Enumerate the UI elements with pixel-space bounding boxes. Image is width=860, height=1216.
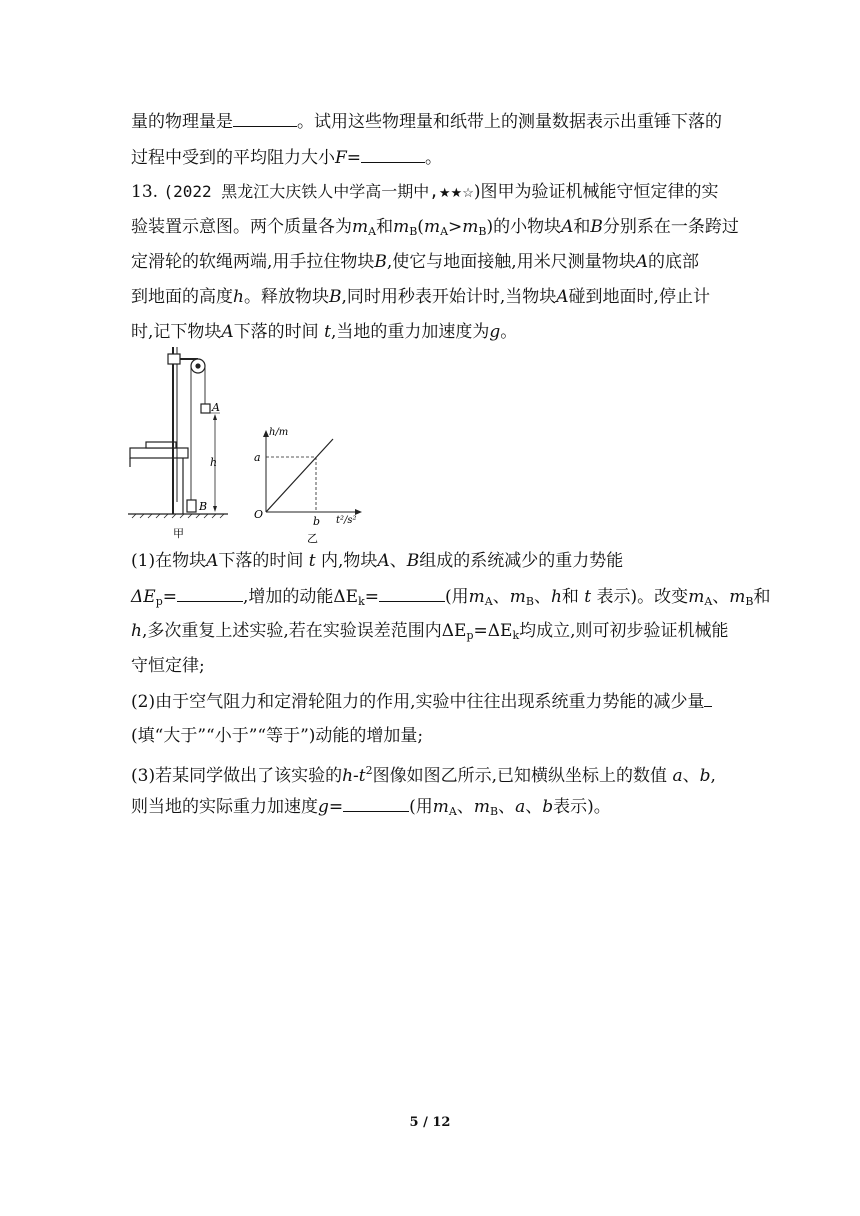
- label-b: B: [199, 500, 208, 513]
- var-B: B: [406, 551, 420, 571]
- text: 和: [753, 587, 771, 607]
- question-number: 13.: [131, 182, 159, 202]
- subscript: A: [368, 225, 377, 238]
- text: =: [328, 797, 344, 817]
- text: ,当地的重力加速度为: [330, 322, 490, 342]
- var-h: h: [342, 766, 354, 786]
- text: 、: [525, 797, 543, 817]
- answer-blank[interactable]: [233, 110, 297, 127]
- text: >: [448, 217, 463, 237]
- text-line-13: [131, 725, 423, 747]
- var-t: t: [358, 766, 366, 786]
- y-axis-label: h/m: [269, 427, 289, 438]
- text-line-15: [131, 795, 611, 823]
- x-axis-label: t²/s²: [336, 515, 357, 526]
- text: =: [364, 587, 379, 607]
- var-m: m: [432, 797, 449, 817]
- text: 的小物块: [493, 217, 562, 237]
- text: ,增加的动能ΔE: [242, 587, 359, 607]
- text: 下落的时间: [233, 322, 319, 342]
- subscript: B: [409, 225, 418, 238]
- text: )图甲为验证机械能守恒定律的实: [473, 182, 719, 202]
- var-F: F: [335, 148, 347, 168]
- text: 表示)。: [553, 797, 611, 817]
- text: ,同时用秒表开始计时,当物块: [341, 287, 557, 307]
- text: ,多次重复上述实验,若在实验误差范围内ΔE: [141, 621, 467, 641]
- text: 、: [533, 587, 551, 607]
- var-a: a: [672, 766, 683, 786]
- text-line-9: [131, 585, 770, 613]
- var-b: b: [699, 766, 711, 786]
- text: ): [486, 217, 494, 237]
- origin-label: O: [254, 508, 264, 521]
- text: 的底部: [648, 252, 699, 272]
- question-source: (2022 黑龙江大庆铁人中学高一期中,: [163, 182, 439, 201]
- var-A: A: [556, 287, 569, 307]
- text: 量的物理量是: [131, 112, 233, 132]
- text: 、: [389, 551, 407, 571]
- var-t: t: [584, 587, 592, 607]
- text: 表示)。改变: [596, 587, 689, 607]
- text: 分别系在一条跨过: [602, 217, 739, 237]
- subscript: p: [466, 629, 474, 642]
- var-m: m: [462, 217, 479, 237]
- text: 。释放物块: [243, 287, 329, 307]
- caption-yi: 乙: [307, 532, 318, 545]
- apparatus-diagram: [128, 347, 228, 518]
- clamp: [168, 354, 180, 364]
- subscript: B: [525, 595, 534, 608]
- text: -: [353, 766, 359, 786]
- tick-a: a: [254, 451, 261, 464]
- figure: [128, 342, 368, 547]
- question-13-header: [131, 181, 719, 205]
- text: 和: [561, 587, 579, 607]
- var-m: m: [468, 587, 485, 607]
- var-A: A: [377, 551, 390, 571]
- text-line-10: [131, 620, 729, 647]
- text: 碰到地面时,停止计: [568, 287, 710, 307]
- answer-blank[interactable]: [177, 585, 243, 602]
- var-m: m: [688, 587, 705, 607]
- text: 、: [492, 587, 510, 607]
- var-h: h: [550, 587, 562, 607]
- text: 均成立,则可初步验证机械能: [519, 621, 729, 641]
- text-line-5: [131, 251, 699, 273]
- text: 验装置示意图。两个质量各为: [131, 217, 352, 237]
- var-m: m: [729, 587, 746, 607]
- subscript: A: [440, 225, 449, 238]
- var-A: A: [561, 217, 574, 237]
- text: (2)由于空气阻力和定滑轮阻力的作用,实验中往往出现系统重力势能的减少量: [131, 692, 705, 712]
- block-a: [201, 404, 210, 413]
- graph-yi: [263, 430, 362, 515]
- text: =ΔE: [473, 621, 513, 641]
- table-pad: [146, 442, 176, 448]
- subscript: k: [358, 595, 365, 608]
- var-t: t: [308, 551, 316, 571]
- subscript: A: [484, 595, 493, 608]
- text: (用: [409, 797, 433, 817]
- text-line-11: [131, 655, 205, 677]
- superscript: 2: [365, 764, 373, 777]
- text: =: [162, 587, 177, 607]
- text: 。: [425, 148, 443, 168]
- var-B: B: [590, 217, 603, 237]
- text-line-7: [131, 321, 517, 343]
- caption-jia: 甲: [173, 527, 184, 540]
- data-line: [266, 439, 333, 512]
- subquestion-3: [131, 760, 716, 787]
- var-h: h: [131, 621, 142, 641]
- block-b: [187, 500, 196, 512]
- var-g: g: [489, 322, 501, 342]
- var-B: B: [328, 287, 342, 307]
- text: 。试用这些物理量和纸带上的测量数据表示出重锤下落的: [297, 112, 722, 132]
- text: 过程中受到的平均阻力大小: [131, 148, 335, 168]
- var-m: m: [352, 217, 369, 237]
- text: 和: [376, 217, 394, 237]
- text-line-6: [131, 286, 710, 308]
- subscript: A: [704, 595, 713, 608]
- text: 内,物块: [321, 551, 378, 571]
- var-A: A: [206, 551, 219, 571]
- var-t: t: [324, 322, 331, 342]
- label-a: A: [212, 401, 220, 414]
- text-line-1: [131, 110, 722, 133]
- answer-blank[interactable]: [704, 690, 712, 707]
- var-m: m: [509, 587, 526, 607]
- text: 到地面的高度: [131, 287, 233, 307]
- text: 组成的系统减少的重力势能: [419, 551, 624, 571]
- text: ,: [710, 766, 716, 786]
- var-B: B: [374, 252, 387, 272]
- text: (用: [445, 587, 469, 607]
- subscript: p: [155, 595, 163, 608]
- var-m: m: [393, 217, 410, 237]
- text: 下落的时间: [218, 551, 304, 571]
- text: =: [346, 148, 362, 168]
- text: 、: [456, 797, 474, 817]
- text: ,使它与地面接触,用米尺测量物块: [386, 252, 636, 272]
- tick-b: b: [313, 515, 321, 528]
- text: 定滑轮的软绳两端,用手拉住物块: [131, 252, 375, 272]
- answer-blank[interactable]: [343, 795, 409, 812]
- answer-blank[interactable]: [379, 585, 445, 602]
- text: 和: [573, 217, 591, 237]
- var-m: m: [473, 797, 490, 817]
- text: 、: [498, 797, 516, 817]
- var-A: A: [221, 322, 234, 342]
- subscript: B: [745, 595, 754, 608]
- text-line-4: [131, 216, 739, 243]
- text: (3)若某同学做出了该实验的: [131, 766, 343, 786]
- difficulty-stars-icon: ★★☆: [438, 186, 474, 201]
- text: 、: [682, 766, 700, 786]
- text: 、: [712, 587, 730, 607]
- page-number: 5 / 12: [409, 1115, 451, 1130]
- subscript: A: [448, 805, 457, 818]
- text: (填“大于”“小于”“等于”)动能的增加量;: [131, 726, 424, 746]
- var-h: h: [233, 287, 244, 307]
- subquestion-1: [131, 550, 623, 572]
- var-g: g: [318, 797, 329, 817]
- var-a: a: [515, 797, 526, 817]
- var-A: A: [635, 252, 648, 272]
- var-m: m: [423, 217, 441, 237]
- text: 时,记下物块: [131, 322, 222, 342]
- text: (1)在物块: [131, 551, 207, 571]
- text: 。: [500, 322, 518, 342]
- label-h: h: [210, 456, 218, 469]
- text: 守恒定律;: [131, 656, 205, 676]
- subscript: k: [512, 629, 520, 642]
- subscript: B: [489, 805, 499, 818]
- text: 则当地的实际重力加速度: [131, 797, 318, 817]
- delta-ep: ΔE: [131, 587, 156, 607]
- subquestion-2: [131, 690, 712, 713]
- table-top: [130, 448, 188, 458]
- subscript: B: [478, 225, 487, 238]
- figure-svg: [128, 342, 368, 547]
- text: (: [417, 217, 424, 237]
- var-b: b: [542, 797, 554, 817]
- text-line-2: [131, 146, 442, 169]
- text: 图像如图乙所示,已知横纵坐标上的数值: [372, 766, 668, 786]
- answer-blank[interactable]: [361, 146, 425, 163]
